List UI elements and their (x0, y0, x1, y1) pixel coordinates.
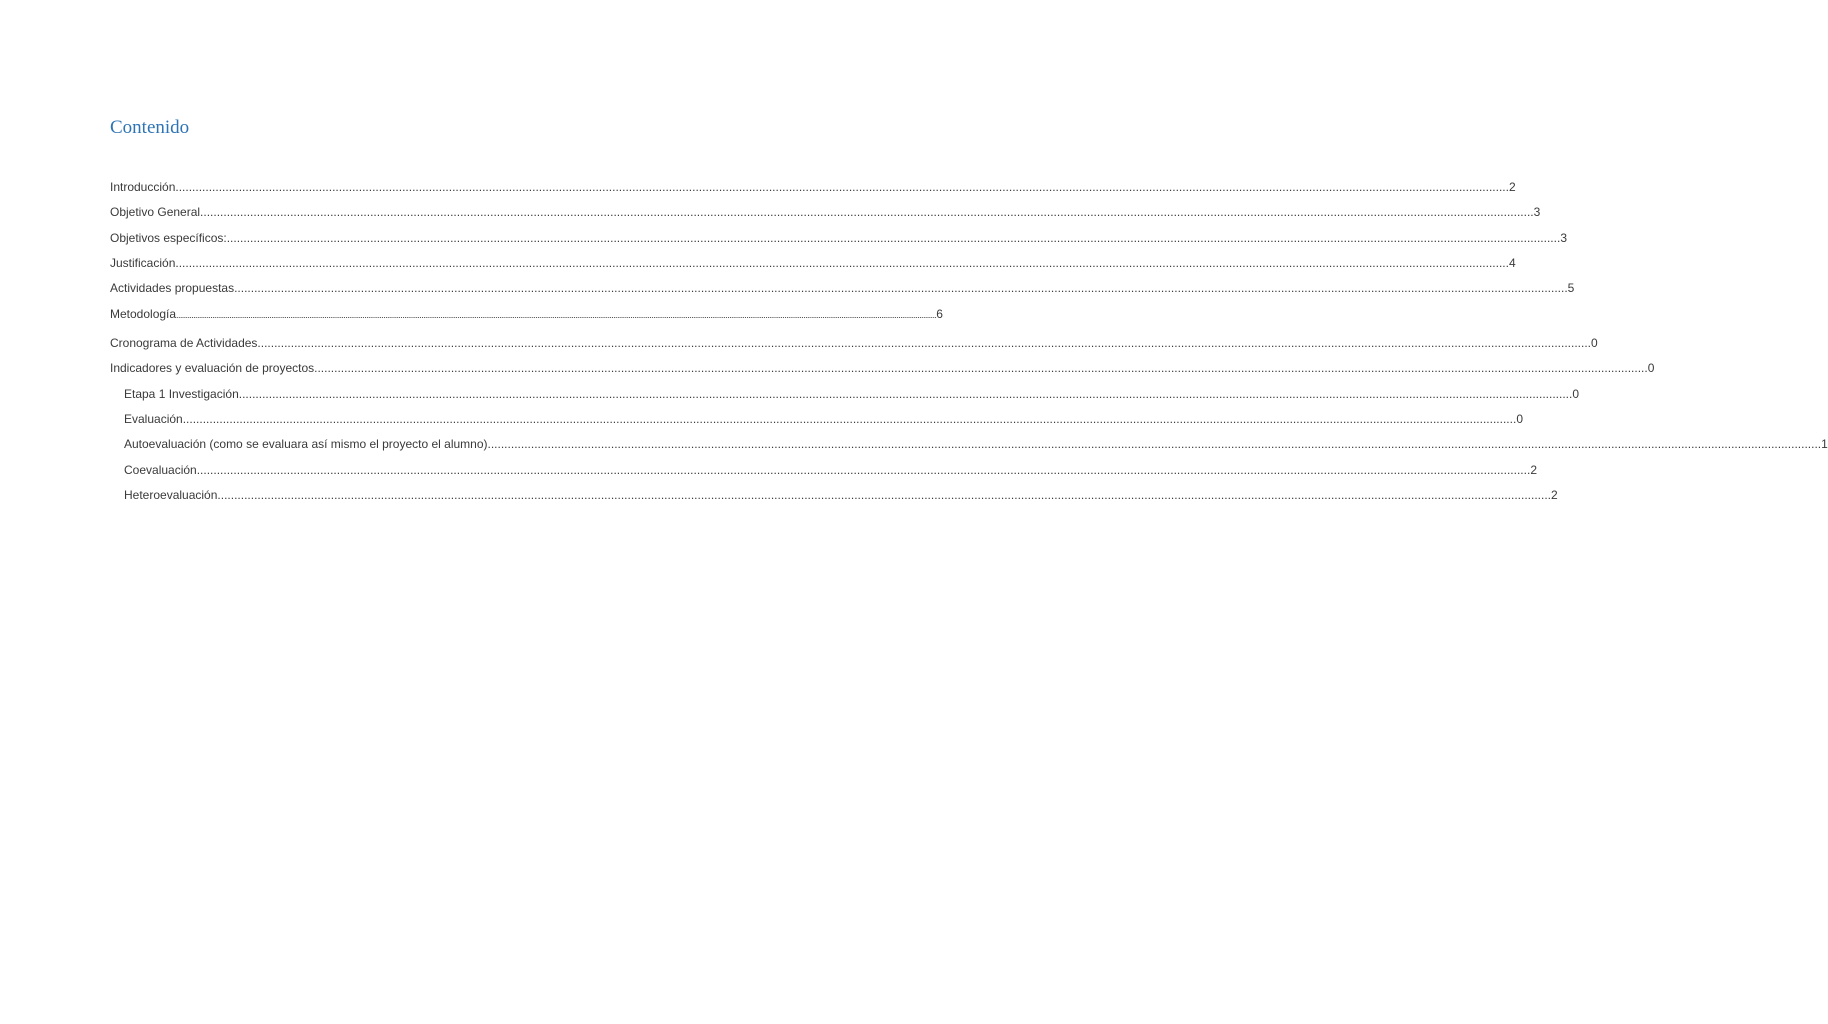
dot-leader: ................................................................................................................................................................................................................................................................................................................................................................................................................ (175, 180, 1509, 194)
toc-entry-heteroevaluacion[interactable] (124, 487, 1558, 503)
dot-leader: ................................................................................................................................................................................................................................................................................................................................................................................................................ (196, 463, 1531, 477)
toc-entry-page: 0 (1591, 336, 1598, 350)
toc-entry-title: Coevaluación (124, 463, 197, 477)
toc-entry-objetivos-especificos[interactable] (110, 230, 1567, 246)
toc-entry-title: Cronograma de Actividades (110, 336, 258, 350)
toc-entry-page: 2 (1530, 463, 1537, 477)
toc-entry-title: Justificación (110, 256, 176, 270)
toc-entry-page: 0 (1516, 412, 1523, 426)
toc-entry-page: 2 (1508, 180, 1516, 194)
toc-entry-title: Evaluación (124, 412, 183, 426)
toc-entry-title: Actividades propuestas (110, 281, 235, 295)
dot-leader: ................................................................................................................................................................................................................................................................................................................................................................................................................ (234, 281, 1568, 295)
toc-entry-evaluacion[interactable] (124, 411, 1523, 427)
dot-leader: ................................................................................................................................................................................................................................................................................................................................................................................................................ (238, 387, 1573, 401)
toc-entry-page: 4 (1508, 256, 1516, 270)
toc-entry-page: 1 (1821, 437, 1828, 451)
toc-entry-justificacion[interactable] (110, 255, 1516, 271)
toc-entry-page: 6 (936, 307, 943, 321)
dot-leader: ................................................................................................................................................................................................................................................................................................................................................................................................................ (200, 205, 1534, 219)
toc-entry-page: 5 (1567, 281, 1575, 295)
dot-leader: ................................................................................................................................................................................................................................................................................................................................................................................................................ (314, 361, 1648, 375)
toc-entry-objetivo-general[interactable] (110, 204, 1541, 220)
toc-entry-page: 3 (1533, 205, 1541, 219)
toc-entry-title: Objetivo General (110, 205, 201, 219)
toc-entry-title: Indicadores y evaluación de proyectos (110, 361, 315, 375)
dot-leader: ................................................................................................................................................................................................................................................................................................................................................................................................................ (487, 437, 1822, 451)
toc-entry-page: 2 (1551, 488, 1558, 502)
toc-entry-indicadores[interactable] (110, 360, 1655, 376)
toc-entry-autoevaluacion[interactable] (124, 436, 1828, 452)
toc-entry-page: 3 (1560, 231, 1567, 245)
dot-leader: ................................................................................................................................................................................................................................................................................................................................................................................................................ (217, 488, 1551, 502)
dot-leader: ................................................................................................................................................................................................................................................................................................................................................................................................................ (226, 231, 1561, 245)
toc-entry-page: 0 (1572, 387, 1580, 401)
dot-leader: ................................................................................................................................................................................................................................................................................................................................................................................................................ (257, 336, 1592, 350)
dot-leader: ................................................................................................................................................................................................................................................................................................................................................................................................................ (182, 412, 1517, 426)
toc-entry-page: 0 (1647, 361, 1655, 375)
toc-entry-title: Etapa 1 Investigación (124, 387, 239, 401)
toc-entry-coevaluacion[interactable] (124, 462, 1537, 478)
toc-entry-actividades-propuestas[interactable] (110, 280, 1575, 296)
dot-leader: ................................................................................................................................................................................................................................................................................................................................................................................................................ (175, 256, 1509, 270)
toc-entry-introduccion[interactable] (110, 179, 1516, 195)
toc-entry-etapa-1[interactable] (124, 386, 1580, 402)
toc-entry-title: Metodología (110, 307, 177, 321)
toc-entry-title: Heteroevaluación (124, 488, 218, 502)
toc-heading: Contenido (110, 117, 190, 138)
toc-entry-metodologia[interactable] (110, 306, 943, 322)
dot-leader: ................................................................................................................................................................................................................................................................................................................................................................................................................ (176, 310, 937, 320)
toc-entry-cronograma[interactable] (110, 335, 1598, 351)
toc-entry-title: Autoevaluación (como se evaluara así mismo el proyecto el alumno) (124, 437, 488, 451)
toc-entry-title: Objetivos específicos: (110, 231, 227, 245)
toc-entry-title: Introducción (110, 180, 176, 194)
